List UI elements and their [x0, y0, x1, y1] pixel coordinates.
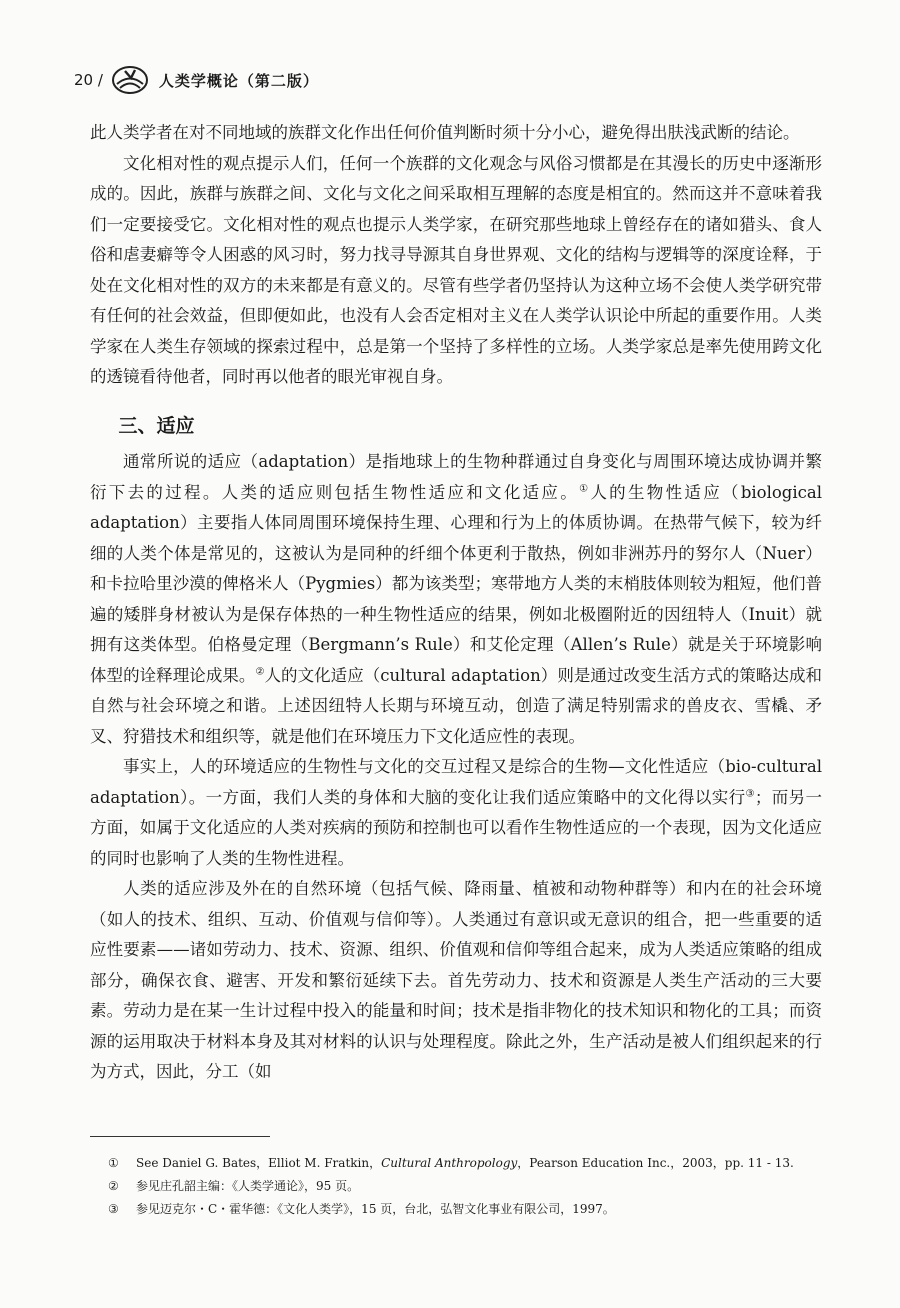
text-run: 人的文化适应（cultural adaptation）则是通过改变生活方式的策略达成和自然与社会环境之和谐。上述因纽特人长期与环境互动，创造了满足特别需求的兽皮衣、雪橇、矛叉、狩猎技术和组织等，就是他们在环境压力下文化适应性的表现。	[90, 665, 823, 746]
running-header	[74, 60, 319, 100]
page-number: 20 /	[74, 71, 103, 89]
footnote-text-run: ，Pearson Education Inc.，2003，pp. 11 - 13.	[517, 1156, 794, 1170]
text-run: 事实上，人的环境适应的生物性与文化的交互过程又是综合的生物—文化性适应（bio-cultural adaptation）。一方面，我们人类的身体和大脑的变化让我们适应策略中的文化得以实行	[90, 757, 822, 807]
footnote-divider	[90, 1136, 270, 1137]
text-run: ；而另一方面，如属于文化适应的人类对疾病的预防和控制也可以看作生物性适应的一个表现，因为文化适应的同时也影响了人类的生物性进程。	[90, 787, 822, 868]
paragraph: 人类的适应涉及外在的自然环境（包括气候、降雨量、植被和动物种群等）和内在的社会环境（如人的技术、组织、互动、价值观与信仰等）。人类通过有意识或无意识的组合，把一些重要的适应性要素——诸如劳动力、技术、资源、组织、价值观和信仰等组合起来，成为人类适应策略的组成部分，确保衣食、避害、开发和繁衍延续下去。首先劳动力、技术和资源是人类生产活动的三大要素。劳动力是在某一生计过程中投入的能量和时间；技术是指非物化的技术知识和物化的工具；而资源的运用取决于材料本身及其对材料的认识与处理程度。除此之外，生产活动是被人们组织起来的行为方式，因此，分工（如	[90, 879, 822, 1081]
footnote-text: 参见庄孔韶主编：《人类学通论》，95 页。	[136, 1179, 360, 1193]
footnote-mark: ①	[108, 1156, 119, 1170]
paragraph	[90, 447, 822, 752]
footnote	[108, 1198, 828, 1221]
footnote	[108, 1152, 828, 1175]
footnote-mark: ②	[108, 1179, 119, 1193]
footnote-mark: ③	[108, 1202, 119, 1216]
paragraph: 文化相对性的观点提示人们，任何一个族群的文化观念与风俗习惯都是在其漫长的历史中逐渐形成的。因此，族群与族群之间、文化与文化之间采取相互理解的态度是相宜的。然而这并不意味着我们一定要接受它。文化相对性的观点也提示人类学家，在研究那些地球上曾经存在的诸如猎头、食人俗和虐妻癖等令人困惑的风习时，努力找寻导源其自身世界观、文化的结构与逻辑等的深度诠释，于处在文化相对性的双方的未来都是有意义的。尽管有些学者仍坚持认为这种立场不会使人类学研究带有任何的社会效益，但即便如此，也没有人会否定相对主义在人类学认识论中所起的重要作用。人类学家在人类生存领域的探索过程中，总是第一个坚持了多样性的立场。人类学家总是率先使用跨文化的透镜看待他者，同时再以他者的眼光审视自身。	[90, 153, 822, 386]
footnote-ref: ②	[255, 666, 265, 677]
text-run: 人的生物性适应（biological adaptation）主要指人体同周围环境保持生理、心理和行为上的体质协调。在热带气候下，较为纤细的人类个体是常见的，这被认为是同种的纤细个体更利于散热，例如非洲苏丹的努尔人（Nuer）和卡拉哈里沙漠的俾格米人（Pygmies）都为该类型；寒带地方人类的末梢肢体则较为粗短，他们普遍的矮胖身材被认为是保存体热的一种生物性适应的结果，例如北极圈附近的因纽特人（Inuit）就拥有这类体型。伯格曼定理（Bergmann’s Rule）和艾伦定理（Allen’s Rule）就是关于环境影响体型的诠释理论成果。	[90, 482, 823, 685]
footnote	[108, 1175, 828, 1198]
publisher-logo-icon	[111, 65, 149, 95]
footnote-ref: ③	[745, 788, 755, 799]
text-run: 通常所说的适应（adaptation）是指地球上的生物种群通过自身变化与周围环境达成协调并繁衍下去的过程。人类的适应则包括生物性适应和文化适应。	[90, 452, 822, 502]
paragraph	[90, 752, 822, 874]
footnotes	[108, 1152, 828, 1221]
footnote-text-run: See Daniel G. Bates，Elliot M. Fratkin，	[136, 1156, 382, 1170]
footnote-ref: ①	[579, 483, 591, 494]
footnote-text: 参见迈克尔・C・霍华德：《文化人类学》，15 页，台北，弘智文化事业有限公司，1997。	[136, 1202, 615, 1216]
paragraph: 此人类学者在对不同地域的族群文化作出任何价值判断时须十分小心，避免得出肤浅武断的结论。	[90, 123, 800, 142]
footnote-text	[136, 1152, 794, 1175]
book-title: 人类学概论（第二版）	[158, 71, 319, 90]
body-text	[90, 118, 822, 1088]
footnote-book-title: Cultural Anthropology	[381, 1156, 518, 1170]
section-heading: 三、适应	[118, 414, 195, 437]
